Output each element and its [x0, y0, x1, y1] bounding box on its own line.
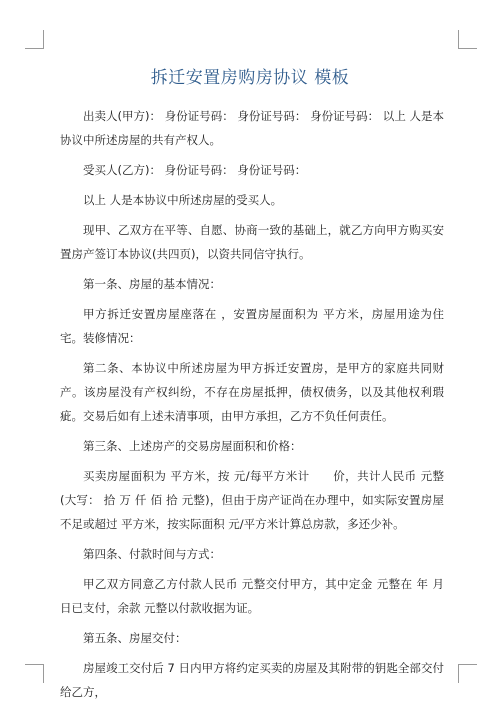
article-1-body: 甲方拆迁安置房屋座落在 ，安置房屋面积为 平方米，房屋用途为住宅。装修情况： — [60, 307, 444, 345]
article-2-body: 第二条、本协议中所述房屋为甲方拆迁安置房，是甲方的家庭共同财产。该房屋没有产权纠纷，不存在房屋抵押，债权债务，以及其他权利瑕疵。交易后如有上述未清事项，由甲方承担，乙方不负任何责任。 — [60, 361, 444, 423]
article-1-heading: 第一条、房屋的基本情况： — [83, 277, 221, 291]
paragraph-seller: 出卖人(甲方)： 身份证号码： 身份证号码： 身份证号码： 以上 人是本协议中所述房屋的共有产权人。 — [60, 109, 444, 147]
article-4-body: 甲乙双方同意乙方付款人民币 元整交付甲方，其中定金 元整在 年 月 日已支付，余款 元整以付款收据为证。 — [60, 577, 444, 615]
crop-mark-top-right — [458, 30, 477, 49]
paragraph-preamble: 现甲、乙双方在平等、自愿、协商一致的基础上，就乙方向甲方购买安置房产签订本协议(共四页)，以资共同信守执行。 — [60, 223, 444, 261]
crop-mark-top-left — [25, 30, 44, 49]
paragraph-buyer-note: 以上 人是本协议中所述房屋的受买人。 — [83, 193, 283, 207]
article-3-body: 买卖房屋面积为 平方米，按 元/每平方米计 价，共计人民币 元整(大写： 拾 万 仟 佰 拾 元整)，但由于房产证尚在办理中，如实际安置房屋不足或超过 平方米，按实际面积 元/平方米计算总房款，多还少补。 — [60, 469, 444, 531]
article-5-body: 房屋竣工交付后 7 日内甲方将约定买卖的房屋及其附带的钥匙全部交付给乙方， — [60, 661, 444, 699]
article-3-heading: 第三条、上述房产的交易房屋面积和价格： — [83, 439, 302, 453]
paragraph-buyer: 受买人(乙方)： 身份证号码： 身份证号码： — [83, 163, 307, 177]
article-5-heading: 第五条、房屋交付： — [83, 631, 187, 645]
document-body — [60, 104, 444, 710]
crop-mark-bottom-right — [458, 664, 477, 683]
article-4-heading: 第四条、付款时间与方式： — [83, 547, 221, 561]
document-title: 拆迁安置房购房协议 模板 — [150, 68, 350, 88]
crop-mark-bottom-left — [25, 664, 44, 683]
